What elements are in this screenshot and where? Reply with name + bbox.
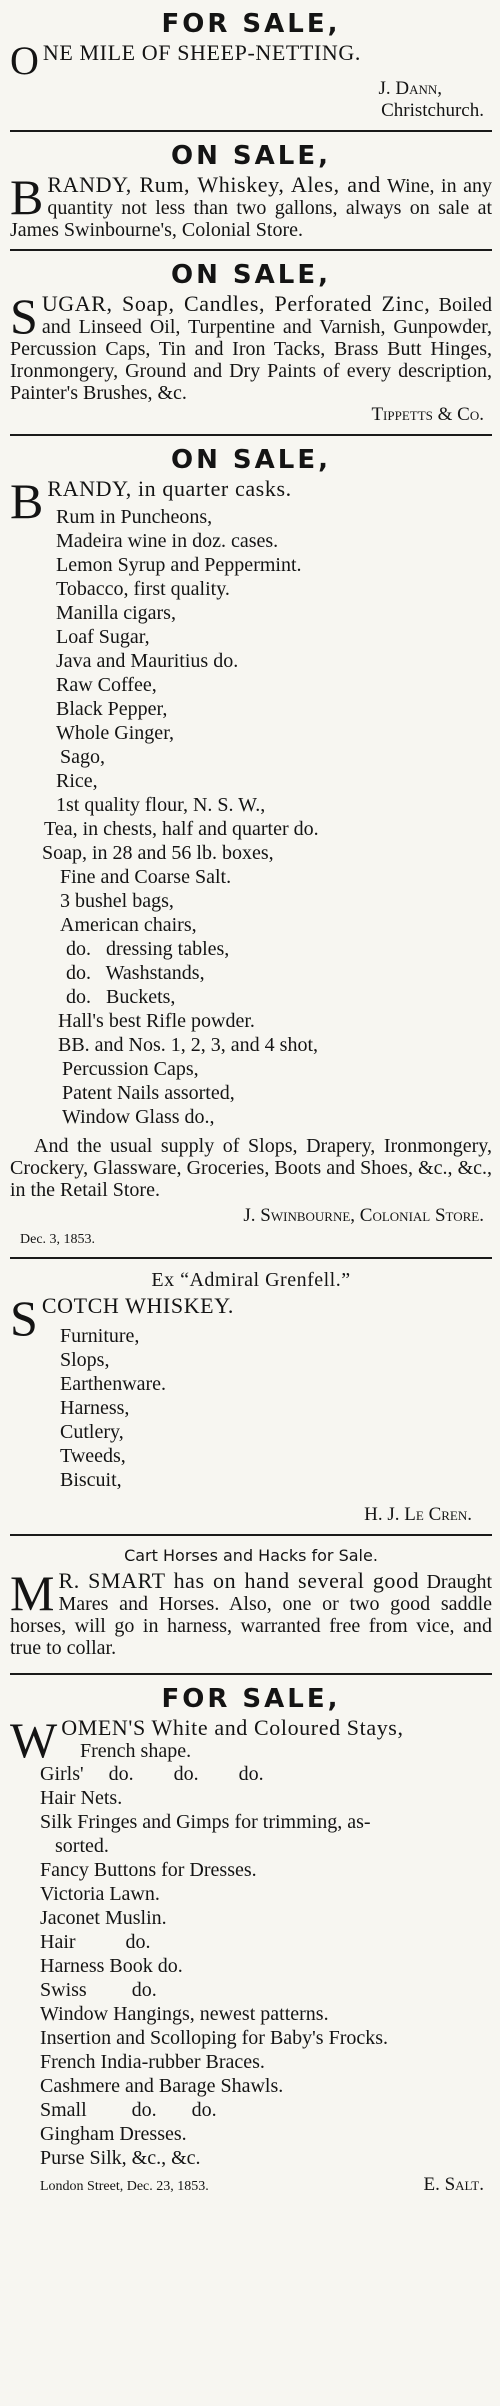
goods-list	[40, 1762, 492, 2170]
list-item: Jaconet Muslin.	[40, 1907, 167, 1929]
ad-body	[10, 1565, 493, 1659]
ad-body	[10, 1712, 492, 1768]
ad-heading: FOR SALE,	[161, 9, 341, 39]
ad-lead-text: UGAR, Soap, Candles, Perforated Zinc,	[41, 291, 431, 316]
list-item: Rum in Puncheons,	[56, 506, 213, 528]
drop-cap: B	[10, 169, 44, 225]
ad-lead-text: RANDY, in quarter casks.	[47, 476, 292, 501]
divider	[10, 1673, 492, 1675]
ad-body-text: Draught Mares and Horses. Also, one or two good saddle horses, will go in harness, warranted free from vice, and true to collar.	[10, 1571, 493, 1659]
list-item: French India-rubber Braces.	[40, 2051, 265, 2073]
list-item: Hair do.	[40, 1931, 151, 1953]
list-item: 3 bushel bags,	[60, 890, 174, 912]
list-item: Silk Fringes and Gimps for trimming, as-	[40, 1811, 371, 1833]
list-item: Lemon Syrup and Peppermint.	[56, 554, 302, 576]
list-item: American chairs,	[60, 914, 197, 936]
list-item: Furniture,	[60, 1325, 140, 1347]
ad-body	[10, 169, 492, 241]
drop-cap: B	[10, 473, 44, 529]
ad-subline: French shape.	[80, 1740, 192, 1762]
ad-signature: H. J. Le Cren.	[364, 1504, 472, 1525]
list-item: Cutlery,	[60, 1421, 124, 1443]
list-item: Biscuit,	[60, 1469, 122, 1491]
ad-brandy-rum	[10, 138, 492, 241]
ad-footer	[10, 2174, 492, 2196]
list-item: Percussion Caps,	[62, 1058, 199, 1080]
ad-heading: FOR SALE,	[161, 1684, 341, 1714]
drop-cap: S	[10, 1290, 38, 1346]
list-item: Slops,	[60, 1349, 110, 1371]
list-item: Swiss do.	[40, 1979, 157, 2001]
list-item: Small do. do.	[40, 2099, 217, 2121]
list-item: Harness,	[60, 1397, 130, 1419]
ad-date: Dec. 3, 1853.	[20, 1232, 96, 1247]
ad-sheep-netting	[10, 6, 492, 122]
list-item: Tea, in chests, half and quarter do.	[44, 818, 319, 840]
goods-list	[60, 1324, 492, 1492]
list-item: do. Buckets,	[66, 986, 176, 1008]
list-item: Loaf Sugar,	[56, 626, 150, 648]
ad-heading: ON SALE,	[171, 141, 331, 171]
list-item: Java and Mauritius do.	[56, 650, 239, 672]
list-item: Patent Nails assorted,	[62, 1082, 235, 1104]
ad-body	[10, 38, 492, 83]
divider	[10, 130, 492, 132]
list-item: Victoria Lawn.	[40, 1883, 160, 1905]
ad-body-text: Boiled and Linseed Oil, Turpentine and Varnish, Gunpowder, Percussion Caps, Tin and Iron Tacks, Brass Butt Hinges, Ironmongery, Ground and Dry Paints of every description, Painter's Brushes, &c.	[10, 294, 492, 404]
list-item: Black Pepper,	[56, 698, 168, 720]
list-item: sorted.	[40, 1835, 109, 1857]
divider	[10, 249, 492, 251]
list-item: do. Washstands,	[66, 962, 205, 984]
ad-lead-text: NE MILE OF SHEEP-NETTING.	[42, 40, 361, 65]
list-item: Window Hangings, newest patterns.	[40, 2003, 329, 2025]
ad-heading: ON SALE,	[171, 260, 331, 290]
list-item: 1st quality flour, N. S. W.,	[56, 794, 266, 816]
list-item: Gingham Dresses.	[40, 2123, 187, 2145]
list-item: Manilla cigars,	[56, 602, 176, 624]
list-item: Madeira wine in doz. cases.	[56, 530, 279, 552]
list-item: Insertion and Scolloping for Baby's Frocks.	[40, 2027, 389, 2049]
ad-body	[10, 288, 492, 404]
ad-signature: J. Dann,	[378, 78, 442, 99]
ad-heading: ON SALE,	[171, 445, 331, 475]
list-item: do. dressing tables,	[66, 938, 230, 960]
drop-cap: S	[10, 288, 38, 344]
list-item: Sago,	[60, 746, 105, 768]
list-item: Earthenware.	[60, 1373, 167, 1395]
divider	[10, 434, 492, 436]
ad-cart-horses	[10, 1542, 492, 1659]
ad-womens-stays	[10, 1681, 492, 2196]
list-item: Tobacco, first quality.	[56, 578, 230, 600]
ad-body-text: Wine, in any quantity not less than two gallons, always on sale at James Swinbourne's, Colonial Store.	[10, 175, 492, 241]
ad-lead-text: R. SMART has on hand several good	[58, 1568, 420, 1593]
ad-lead-text: COTCH WHISKEY.	[41, 1293, 234, 1318]
list-item: Purse Silk, &c., &c.	[40, 2147, 201, 2169]
divider	[10, 1257, 492, 1259]
list-item: Rice,	[56, 770, 98, 792]
ad-closing-text: And the usual supply of Slops, Drapery, Ironmongery, Crockery, Glassware, Groceries, Boots and Shoes, &c., &c., in the Retail Store.	[10, 1135, 492, 1201]
list-item: Cashmere and Barage Shawls.	[40, 2075, 284, 2097]
list-item: BB. and Nos. 1, 2, 3, and 4 shot,	[58, 1034, 318, 1056]
ad-signature-place: Christchurch.	[381, 100, 484, 121]
goods-list	[42, 505, 492, 1129]
list-item: Hall's best Rifle powder.	[58, 1010, 255, 1032]
ad-lead-text: OMEN'S White and Coloured Stays,	[61, 1715, 404, 1740]
ad-scotch-whiskey	[10, 1265, 492, 1526]
ad-lead-text: RANDY, Rum, Whiskey, Ales, and	[47, 172, 381, 197]
drop-cap: O	[10, 38, 39, 83]
ad-date: London Street, Dec. 23, 1853.	[40, 2179, 209, 2194]
ad-signature: E. Salt.	[423, 2174, 484, 2195]
divider	[10, 1534, 492, 1536]
ad-sugar-soap	[10, 257, 492, 426]
ad-heading: Cart Horses and Hacks for Sale.	[124, 1546, 378, 1565]
list-item: Raw Coffee,	[56, 674, 157, 696]
ad-heading: Ex “Admiral Grenfell.”	[151, 1269, 351, 1291]
list-item: Tweeds,	[60, 1445, 126, 1467]
list-item: Hair Nets.	[40, 1787, 123, 1809]
list-item: Window Glass do.,	[62, 1106, 215, 1128]
drop-cap: W	[10, 1712, 58, 1768]
ad-signature: Tippetts & Co.	[371, 404, 484, 425]
list-item: Fancy Buttons for Dresses.	[40, 1859, 257, 1881]
drop-cap: M	[10, 1565, 55, 1621]
ad-colonial-store	[10, 442, 492, 1249]
list-item: Whole Ginger,	[56, 722, 175, 744]
ad-signature: J. Swinbourne, Colonial Store.	[243, 1205, 484, 1226]
list-item: Fine and Coarse Salt.	[60, 866, 232, 888]
list-item: Harness Book do.	[40, 1955, 183, 1977]
list-item: Girls' do. do. do.	[40, 1763, 264, 1785]
list-item: Soap, in 28 and 56 lb. boxes,	[42, 842, 274, 864]
